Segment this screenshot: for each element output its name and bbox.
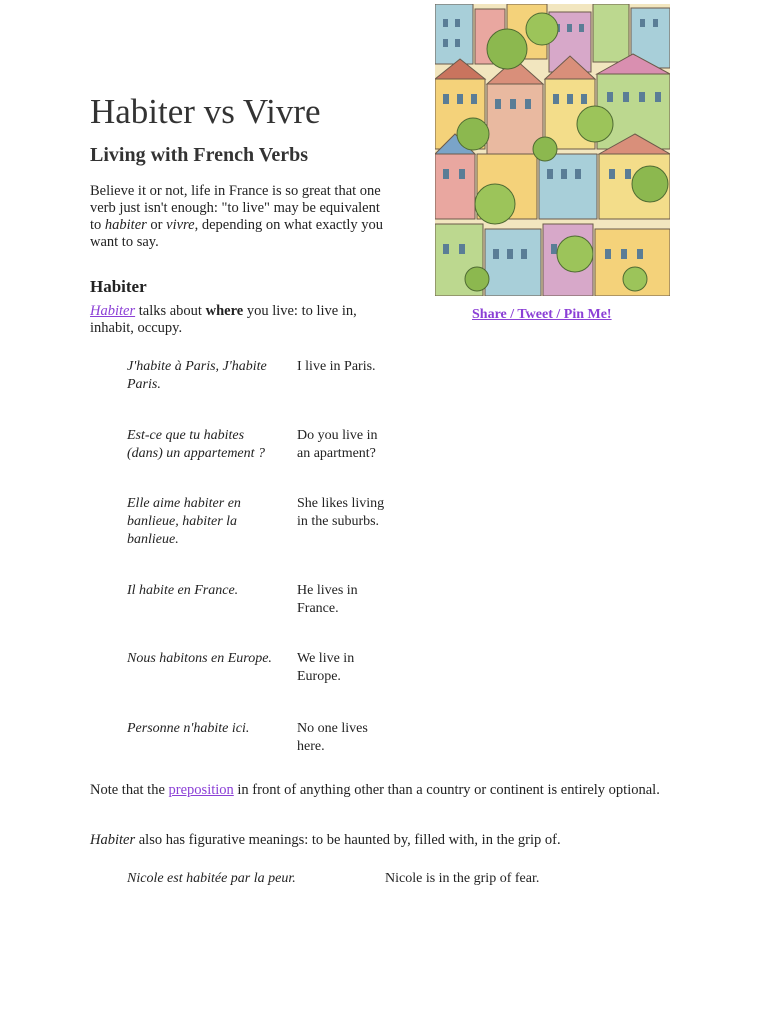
figurative-habiter: Habiter [90,832,136,848]
intro-habiter: habiter [104,217,147,233]
example-en-5: We live in Europe. [297,651,355,684]
page-title: Habiter vs Vivre [90,92,321,131]
note-text-1: Note that the [90,782,169,798]
def-text-1: talks about [135,303,206,319]
intro-paragraph [90,183,390,251]
habiter-link[interactable]: Habiter [90,303,136,319]
share-link[interactable]: Share / Tweet / Pin Me! [472,307,612,322]
figurative-example-fr: Nicole est habitée par la peur. [127,871,296,886]
note-text-2: in front of anything other than a country or continent is entirely optional. [233,782,660,798]
example-fr-1: J'habite à Paris, J'habite Paris. [127,359,267,392]
intro-vivre: vivre [166,217,195,233]
preposition-link[interactable]: preposition [168,782,234,798]
figurative-example-en: Nicole is in the grip of fear. [385,871,540,886]
intro-text-1: Believe it or not, life in France is so great that one verb just isn't enough: "to live" may be equivalent to [90,183,381,233]
example-en-3: She likes living in the suburbs. [297,496,385,529]
example-en-1: I live in Paris. [297,359,376,374]
intro-text-3: , depending on what exactly you want to say. [90,217,384,250]
page-subtitle: Living with French Verbs [90,144,308,166]
def-bold: where [205,303,244,319]
preposition-note [90,782,680,799]
section-heading-habiter: Habiter [90,277,147,296]
figurative-paragraph [90,832,680,849]
example-fr-6: Personne n'habite ici. [127,721,250,736]
habiter-definition [90,303,400,337]
houses-illustration [435,4,670,296]
example-fr-3: Elle aime habiter en banlieue, habiter la banlieue. [127,496,241,547]
def-text-2: you live: to live in, inhabit, occupy. [90,303,357,336]
example-en-6: No one lives here. [297,721,368,754]
example-fr-4: Il habite en France. [127,583,239,598]
houses-illustration-svg [435,4,670,296]
example-fr-5: Nous habitons en Europe. [127,651,272,666]
figurative-text: also has figurative meanings: to be haunted by, filled with, in the grip of. [135,832,561,848]
example-en-2: Do you live in an apartment? [297,428,378,461]
example-en-4: He lives in France. [297,583,358,616]
intro-text-2: or [146,217,167,233]
example-fr-2: Est-ce que tu habites (dans) un appartement ? [127,428,266,461]
